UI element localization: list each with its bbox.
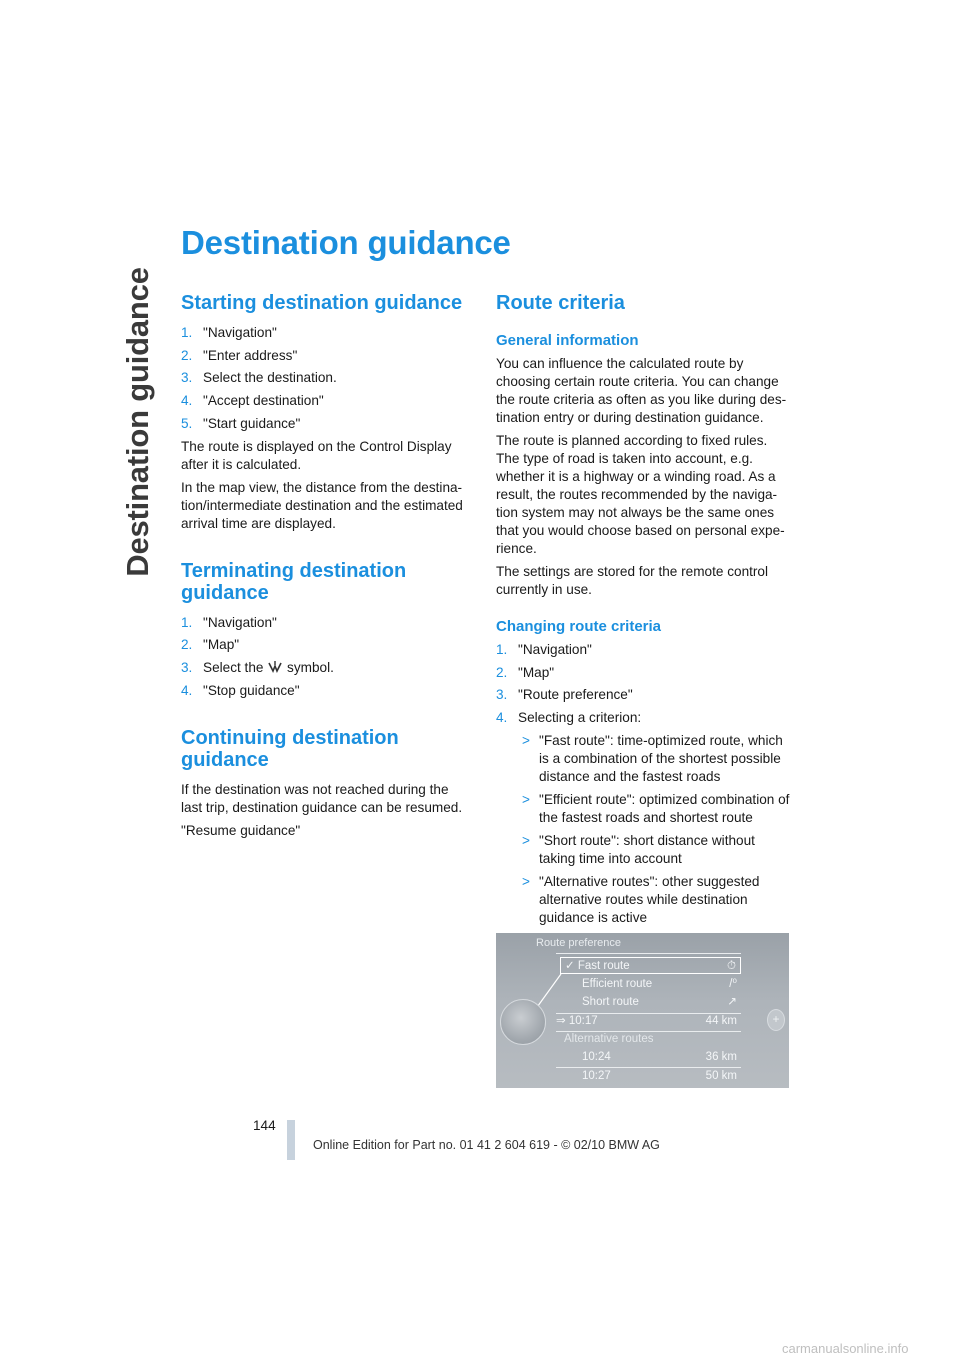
screen-row: Alternative routes [564,1033,654,1045]
left-column [181,292,473,845]
heading-terminating-guidance: Terminating destination guidance [181,559,407,604]
list-item: 4. "Stop guidance" [181,682,300,698]
steps-terminating-guidance [181,614,473,700]
list-item: > "Short route": short distance without taking time into account [522,833,755,867]
divider [556,953,741,954]
list-item: 4. "Accept destination" [181,393,324,409]
paragraph: If the destination was not reached during the last trip, destination guidance can be resumed. [181,781,463,815]
side-section-title [118,232,158,612]
list-item: 1. "Navigation" [181,325,277,340]
steps-starting-guidance [181,324,473,433]
paragraph: You can influence the calculated route by choosing certain route criteria. You can change the route criteria as often as you like during des-tination entry or during destination guidance. [496,356,787,425]
paragraph: The route is displayed on the Control Display after it is calculated. [181,438,452,472]
guidance-symbol-icon [267,660,283,674]
list-item: 3. Select the destination. [181,370,337,386]
section-starting-guidance [181,292,473,533]
list-item: > "Efficient route": optimized combination of the fastest roads and shortest route [522,792,790,826]
plus-knob-icon: + [767,1009,785,1031]
list-item: 2. "Map" [496,664,555,680]
list-item: > "Alternative routes": other suggested alternative routes while destination guidance is active [522,874,760,926]
screen-row: Efficient route /⁰ [582,975,741,993]
section-terminating-guidance [181,560,473,700]
list-item: 3. Select the symbol. [181,660,334,676]
short-route-icon: ↗ [727,996,737,1008]
heading-changing-route-criteria: Changing route criteria [496,618,662,635]
list-item: 1. "Navigation" [496,642,592,657]
edition-text: Online Edition for Part no. 01 41 2 604 619 - © 02/10 BMW AG [313,1138,660,1152]
paragraph: The route is planned according to fixed rules. The type of road is taken into account, e.g. whether it is a highway or a winding road. As a result, the routes recommended by the naviga-tion system may not always be the same ones that you would choose based on personal expe-rience. [496,433,785,556]
heading-starting-guidance: Starting destination guidance [181,292,463,314]
footer-marker [287,1120,295,1160]
steps-changing-route-criteria [496,641,792,727]
watermark: carmanualsonline.info [782,1341,909,1356]
list-item: 2. "Enter address" [181,347,298,363]
side-section-title-text: Destination guidance [120,267,155,577]
paragraph: In the map view, the distance from the destina-tion/intermediate destination and the estimated arrival time are displayed. [181,479,463,531]
page-number: 144 [253,1118,276,1133]
page-title: Destination guidance [181,224,511,261]
list-item: 2. "Map" [181,637,240,653]
section-continuing-guidance [181,727,473,840]
screen-row: 10:24 36 km [582,1051,737,1063]
list-item: 5. "Start guidance" [181,415,301,431]
route-criteria-options [496,732,792,927]
heading-route-criteria: Route criteria [496,292,625,314]
screen-header: Route preference [536,937,621,949]
paragraph: "Resume guidance" [181,822,301,838]
route-preference-screen-image [496,933,789,1088]
screen-row: ⇒ 10:17 44 km [556,1015,737,1027]
paragraph: The settings are stored for the remote control currently in use. [496,564,769,597]
list-item: 1. "Navigation" [181,614,277,630]
list-item: 4. Selecting a criterion: [496,710,642,726]
screen-row-selected: ✓ Fast route ⏱ [560,957,741,974]
heading-general-information: General information [496,332,639,349]
screen-row: 10:27 50 km [582,1070,737,1082]
screen-row: Short route ↗ [582,993,741,1011]
timer-icon: ⏱ [727,960,736,972]
list-item: 3. "Route preference" [496,687,633,703]
list-item: > "Fast route": time-optimized route, which is a combination of the shortest possible distance and the fastest roads [522,733,783,785]
heading-continuing-guidance: Continuing destination guidance [181,726,399,771]
efficient-icon: /⁰ [729,978,737,990]
controller-knob-icon [500,999,546,1045]
right-column [496,292,792,932]
